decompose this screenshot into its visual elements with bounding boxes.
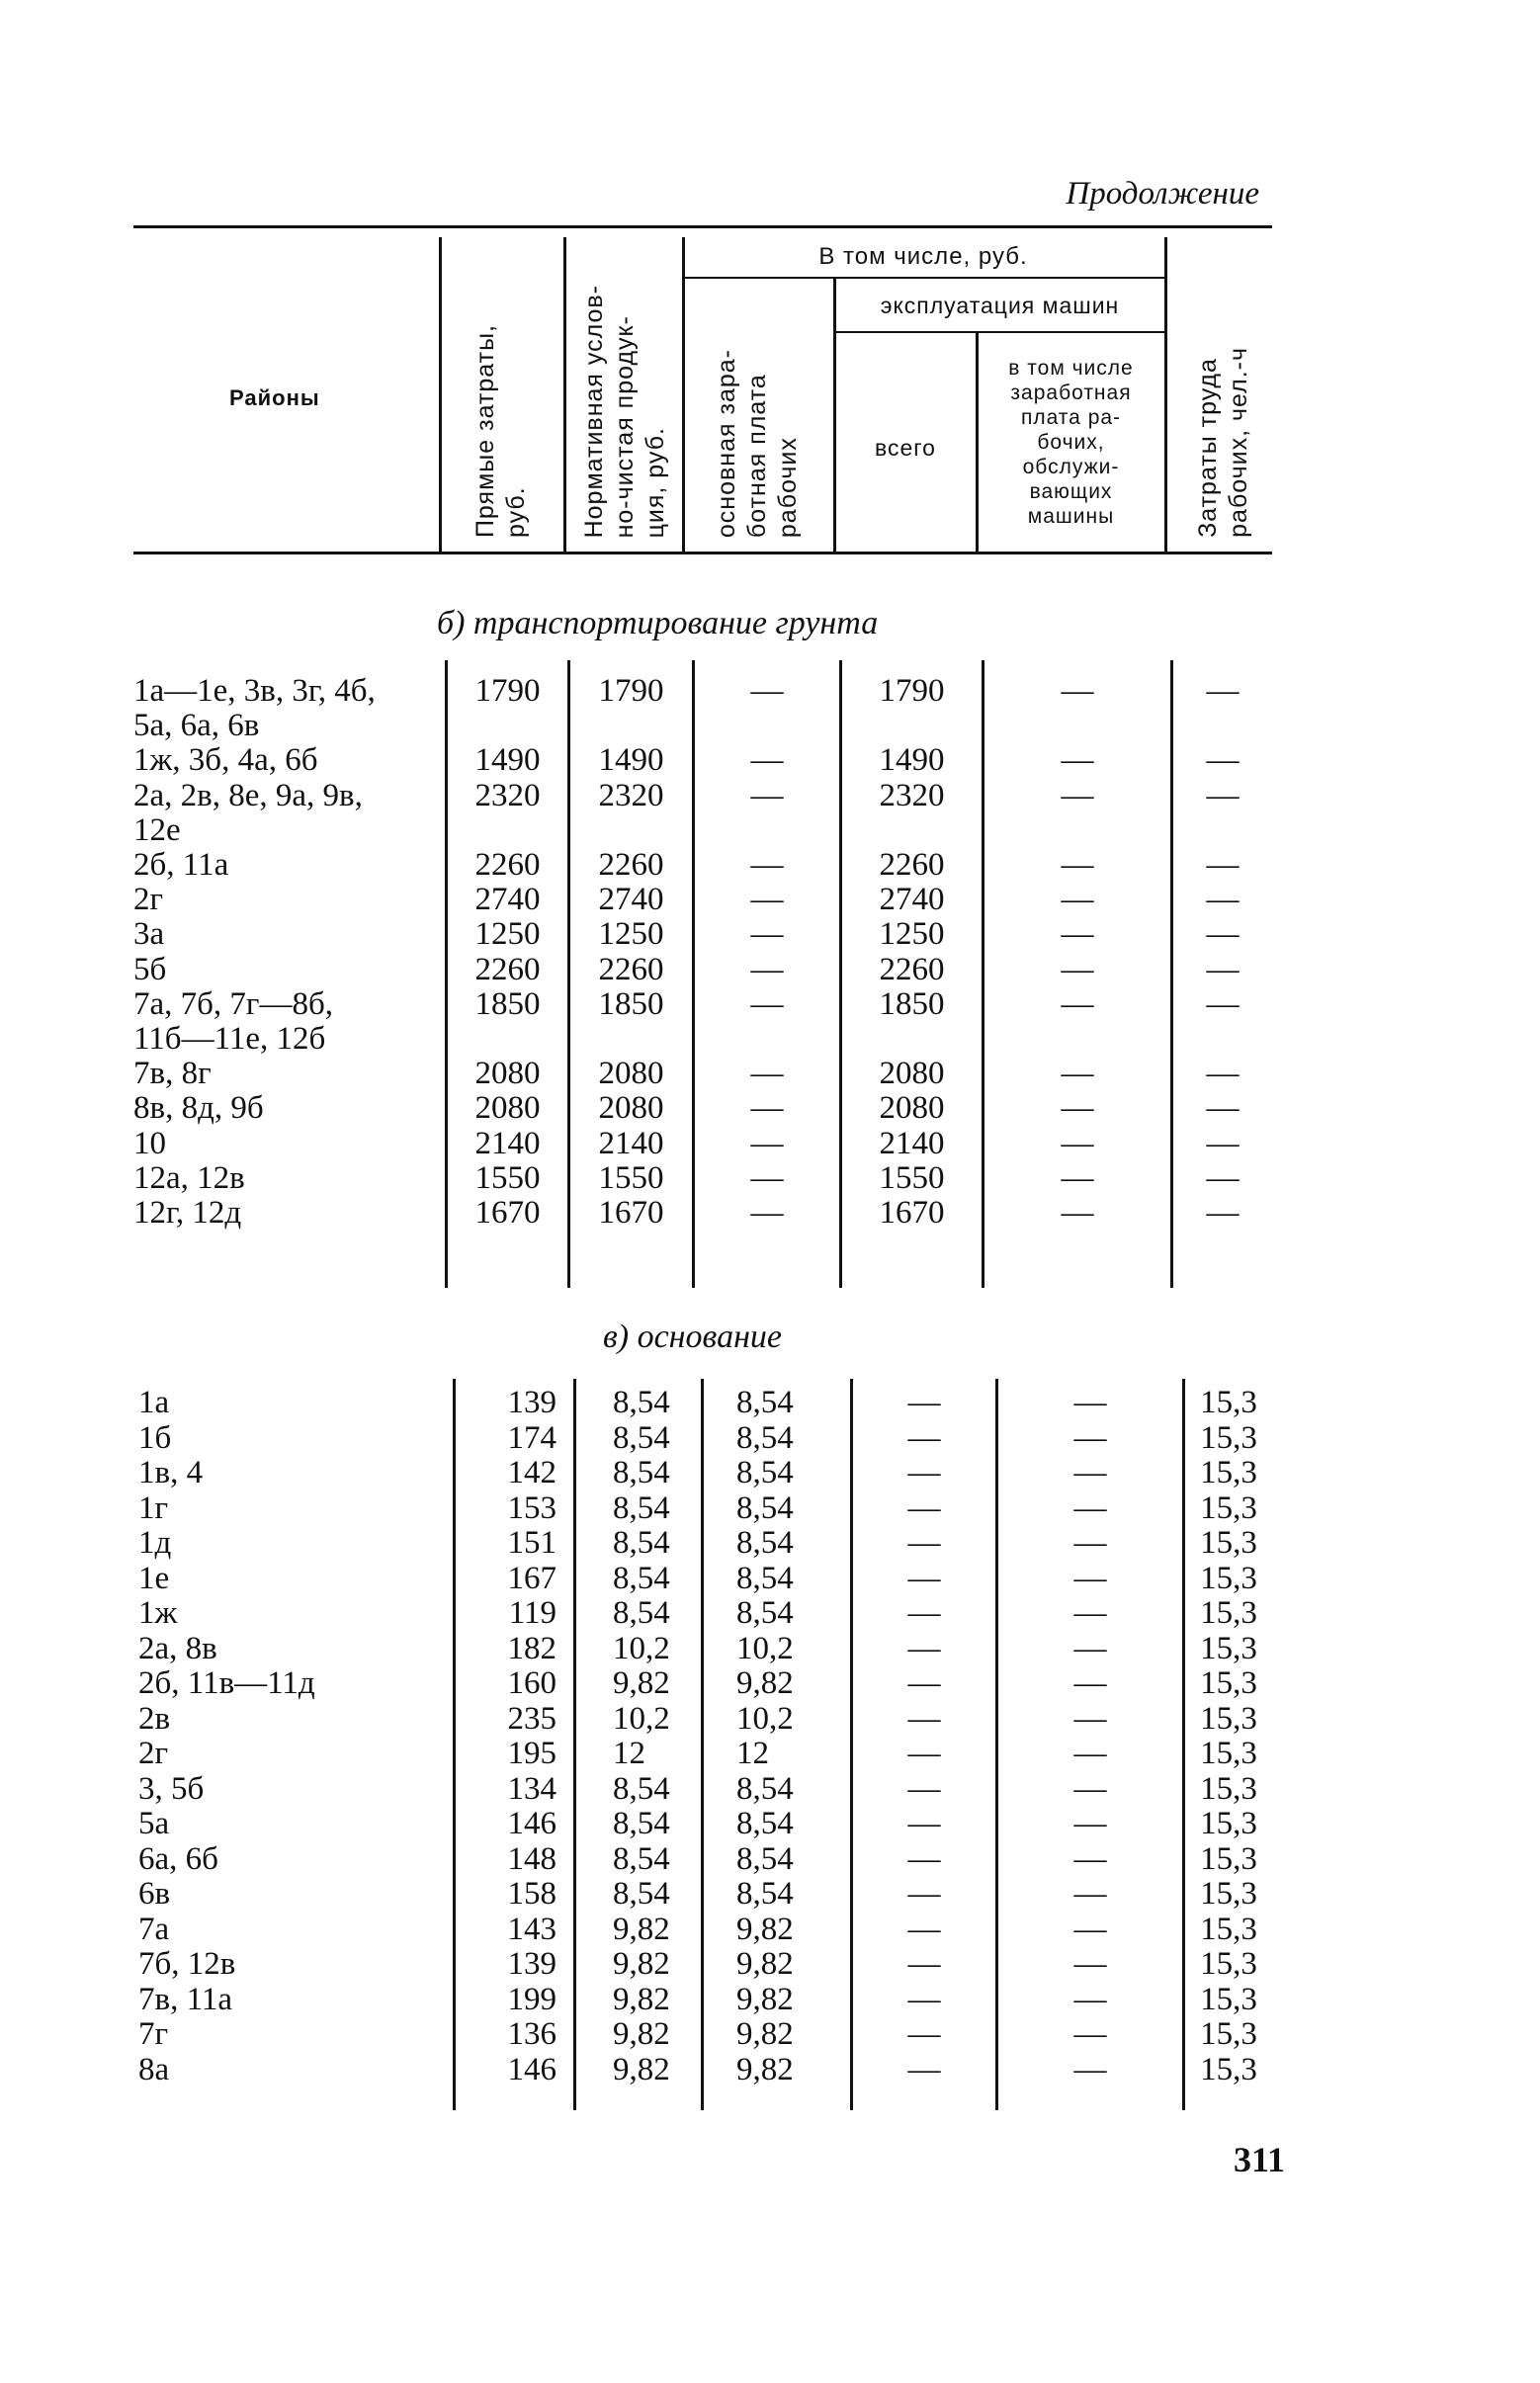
direct-costs-cell: 153 [507, 1489, 556, 1526]
labor-cell: — [1206, 951, 1240, 987]
machine-total-cell: — [907, 1840, 941, 1877]
normative-net-cell: 2080 [598, 1056, 664, 1092]
region-cell: 7в, 8г [133, 1056, 212, 1092]
base-wage-cell: — [750, 951, 784, 987]
labor-cell: 15,3 [1200, 1876, 1257, 1912]
machine-wage-cell: — [1073, 1560, 1107, 1596]
base-wage-cell: 8,54 [736, 1560, 794, 1596]
base-wage-cell: 8,54 [736, 1385, 794, 1420]
region-cell: 1в, 4 [138, 1455, 204, 1490]
including-rule [682, 277, 1164, 279]
base-wage-cell: — [750, 1159, 784, 1196]
region-cell: 12г, 12д [133, 1195, 242, 1231]
normative-net-cell: 1550 [598, 1159, 664, 1196]
machine-total-cell: 1250 [879, 916, 945, 953]
machine-total-cell: — [907, 1770, 941, 1807]
direct-costs-cell: 146 [507, 1806, 556, 1841]
region-cell: 2б, 11в—11д [138, 1665, 315, 1701]
base-wage-cell: — [750, 1125, 784, 1161]
region-cell: 8а [138, 2051, 170, 2087]
machine-wage-cell: — [1073, 1665, 1107, 1701]
normative-net-cell: 8,54 [613, 1419, 670, 1456]
machine-wage-cell: — [1061, 1125, 1094, 1161]
base-wage-cell: — [750, 1195, 784, 1231]
page-number: 311 [1233, 2140, 1285, 2179]
region-cell: 1а—1е, 3в, 3г, 4б, 5а, 6а, 6в [133, 673, 376, 743]
machine-total-cell: 1550 [879, 1159, 945, 1196]
machine-wage-cell: — [1073, 1419, 1107, 1456]
labor-cell: — [1206, 673, 1240, 709]
machine-wage-cell: — [1073, 1595, 1107, 1631]
region-cell: 10 [133, 1125, 166, 1161]
machine-wage-cell: — [1073, 1455, 1107, 1490]
machine-total-cell: 2260 [879, 951, 945, 987]
labor-cell: 15,3 [1200, 2016, 1257, 2052]
labor-cell: — [1206, 1056, 1240, 1092]
base-wage-cell: 8,54 [736, 1770, 794, 1807]
machine-total-cell: — [907, 1806, 941, 1841]
region-cell: 6в [138, 1876, 171, 1912]
regions-header: Районы [229, 385, 320, 410]
direct-costs-cell: 167 [507, 1560, 556, 1596]
labor-cell: 15,3 [1200, 2051, 1257, 2087]
labor-cell: 15,3 [1200, 1385, 1257, 1420]
region-cell: 7а, 7б, 7г—8б, 11б—11е, 12б [133, 985, 334, 1057]
region-cell: 3, 5б [138, 1770, 205, 1807]
direct-costs-cell: 143 [507, 1911, 556, 1947]
base-wage-cell: — [750, 673, 784, 709]
base-wage-cell: 9,82 [736, 2016, 794, 2052]
machine-total-cell: 2080 [879, 1090, 945, 1127]
machine-wage-cell: — [1061, 951, 1094, 987]
base-wage-cell: 9,82 [736, 2051, 794, 2087]
base-wage-cell: 8,54 [736, 1595, 794, 1631]
region-cell: 2г [133, 882, 164, 918]
base-wage-cell: — [750, 742, 784, 779]
normative-net-cell: 9,82 [613, 2051, 670, 2087]
labor-cell: 15,3 [1200, 1981, 1257, 2017]
region-cell: 12а, 12в [133, 1159, 245, 1196]
normative-net-cell: 12 [613, 1736, 645, 1771]
machine-total-cell: 2080 [879, 1056, 945, 1092]
base-wage-cell: 8,54 [736, 1419, 794, 1456]
header-col-rule [682, 237, 685, 552]
machine-op-header: эксплуатация машин [880, 293, 1120, 318]
normative-net-header: Нормативная услов- но-чистая продук- ция, руб. [580, 284, 669, 538]
section-c-col-rule [573, 1379, 576, 2110]
direct-costs-cell: 2080 [474, 1090, 541, 1127]
base-wage-cell: — [750, 882, 784, 918]
direct-costs-cell: 158 [507, 1876, 556, 1912]
machine-wage-cell: — [1073, 1946, 1107, 1982]
base-wage-cell: 8,54 [736, 1806, 794, 1841]
machine-wage-cell: — [1073, 1876, 1107, 1912]
normative-net-cell: 9,82 [613, 2016, 670, 2052]
machine-total-cell: — [907, 1911, 941, 1947]
normative-net-cell: 8,54 [613, 1806, 670, 1841]
region-cell: 2г [138, 1736, 169, 1771]
header-col-rule [439, 237, 442, 552]
normative-net-cell: 2320 [598, 777, 664, 813]
normative-net-cell: 2140 [598, 1125, 664, 1161]
section-b-title: б) транспортирование грунта [437, 605, 879, 641]
direct-costs-cell: 119 [508, 1595, 556, 1631]
machine-total-cell: 1490 [879, 742, 945, 779]
direct-costs-cell: 199 [507, 1981, 556, 2017]
labor-cell: 15,3 [1200, 1946, 1257, 1982]
direct-costs-cell: 139 [507, 1946, 556, 1982]
machine-wage-cell: — [1073, 2051, 1107, 2087]
base-wage-cell: 8,54 [736, 1876, 794, 1912]
base-wage-cell: — [750, 1090, 784, 1127]
machine-total-cell: — [907, 1455, 941, 1490]
normative-net-cell: 8,54 [613, 1595, 670, 1631]
labor-cell: 15,3 [1200, 1665, 1257, 1701]
normative-net-cell: 9,82 [613, 1946, 670, 1982]
normative-net-cell: 8,54 [613, 1560, 670, 1596]
labor-cell: 15,3 [1200, 1770, 1257, 1807]
labor-cell: — [1206, 1159, 1240, 1196]
region-cell: 2б, 11а [133, 847, 229, 883]
base-wage-cell: 10,2 [736, 1630, 794, 1666]
machine-total-cell: 1670 [879, 1195, 945, 1231]
machine-total-cell: — [907, 1560, 941, 1596]
continuation-label: Продолжение [1066, 176, 1259, 212]
machine-total-cell: — [907, 1946, 941, 1982]
machine-total-cell: 2320 [879, 777, 945, 813]
direct-costs-cell: 1250 [474, 916, 541, 953]
region-cell: 8в, 8д, 9б [133, 1090, 264, 1127]
machine-wage-cell: — [1061, 916, 1094, 953]
direct-costs-cell: 136 [507, 2016, 556, 2052]
base-wage-cell: — [750, 1056, 784, 1092]
labor-cell: 15,3 [1200, 1911, 1257, 1947]
direct-costs-cell: 151 [507, 1525, 556, 1561]
base-wage-cell: 12 [736, 1736, 769, 1771]
direct-costs-cell: 195 [507, 1736, 556, 1771]
labor-cell: — [1206, 882, 1240, 918]
machine-total-cell: — [907, 2051, 941, 2087]
normative-net-cell: 8,54 [613, 1385, 670, 1420]
machine-wage-cell: — [1061, 777, 1094, 813]
direct-costs-cell: 160 [507, 1665, 556, 1701]
machine-total-cell: — [907, 1385, 941, 1420]
base-wage-cell: — [750, 777, 784, 813]
labor-cell: — [1206, 916, 1240, 953]
labor-cell: 15,3 [1200, 1489, 1257, 1526]
normative-net-cell: 2260 [598, 847, 664, 883]
direct-costs-cell: 235 [507, 1700, 556, 1737]
normative-net-cell: 1490 [598, 742, 664, 779]
machine-wage-cell: — [1073, 2016, 1107, 2052]
including-header: В том числе, руб. [818, 243, 1028, 270]
header-col-rule [1164, 237, 1167, 552]
labor-cell: 15,3 [1200, 1525, 1257, 1561]
normative-net-cell: 8,54 [613, 1455, 670, 1490]
normative-net-cell: 9,82 [613, 1665, 670, 1701]
machine-wage-cell: — [1073, 1806, 1107, 1841]
direct-costs-cell: 2260 [474, 847, 541, 883]
machine-wage-cell: — [1061, 882, 1094, 918]
labor-cell: — [1206, 985, 1240, 1022]
machine-wage-cell: — [1073, 1981, 1107, 2017]
labor-cell: 15,3 [1200, 1455, 1257, 1490]
region-cell: 1г [138, 1489, 169, 1526]
labor-cell: 15,3 [1200, 1630, 1257, 1666]
normative-net-cell: 8,54 [613, 1770, 670, 1807]
machine-wage-cell: — [1061, 1056, 1094, 1092]
direct-costs-cell: 1490 [474, 742, 541, 779]
base-wage-cell: — [750, 985, 784, 1022]
region-cell: 1ж [138, 1595, 178, 1631]
region-cell: 7в, 11а [138, 1981, 233, 2017]
direct-costs-cell: 2260 [474, 951, 541, 987]
base-wage-cell: 9,82 [736, 1981, 794, 2017]
labor-cell: — [1206, 742, 1240, 779]
direct-costs-cell: 2740 [474, 882, 541, 918]
region-cell: 5б [133, 951, 167, 987]
machine-wage-cell: — [1073, 1700, 1107, 1737]
machine-wage-cell: — [1061, 985, 1094, 1022]
region-cell: 5а [138, 1806, 170, 1841]
labor-cell: 15,3 [1200, 1806, 1257, 1841]
machine-wage-cell: — [1073, 1911, 1107, 1947]
base-wage-cell: 9,82 [736, 1911, 794, 1947]
labor-cell: — [1206, 847, 1240, 883]
machine-total-cell: — [907, 1665, 941, 1701]
labor-cell: — [1206, 1090, 1240, 1127]
normative-net-cell: 10,2 [613, 1700, 670, 1737]
labor-cell: 15,3 [1200, 1560, 1257, 1596]
header-top-rule [133, 225, 1272, 228]
normative-net-cell: 9,82 [613, 1981, 670, 2017]
base-wage-cell: 10,2 [736, 1700, 794, 1737]
machine-wage-cell: — [1073, 1770, 1107, 1807]
machine-wage-cell: — [1073, 1840, 1107, 1877]
region-cell: 2а, 2в, 8е, 9а, 9в, 12е [133, 777, 363, 848]
normative-net-cell: 2080 [598, 1090, 664, 1127]
labor-cell: — [1206, 1195, 1240, 1231]
direct-costs-cell: 142 [507, 1455, 556, 1490]
machine-wage-cell: — [1061, 673, 1094, 709]
machine-total-cell: — [907, 1736, 941, 1771]
machine-wage-cell: — [1073, 1385, 1107, 1420]
region-cell: 7г [138, 2016, 169, 2052]
header-col-rule [833, 279, 836, 552]
header-col-rule [563, 237, 566, 552]
incl-wage-header: в том числе заработная плата ра- бочих, обслужи- вающих машины [1008, 357, 1134, 528]
direct-costs-cell: 174 [507, 1419, 556, 1456]
region-cell: 2в [138, 1700, 171, 1737]
normative-net-cell: 9,82 [613, 1911, 670, 1947]
base-wage-cell: 9,82 [736, 1946, 794, 1982]
machine-total-cell: — [907, 1489, 941, 1526]
machine-wage-cell: — [1073, 1736, 1107, 1771]
direct-costs-cell: 2140 [474, 1125, 541, 1161]
labor-cell: — [1206, 1125, 1240, 1161]
base-wage-cell: 8,54 [736, 1840, 794, 1877]
machine-total-cell: — [907, 1981, 941, 2017]
direct-costs-cell: 148 [507, 1840, 556, 1877]
machine-wage-cell: — [1061, 1195, 1094, 1231]
machine-total-cell: 2740 [879, 882, 945, 918]
machine-wage-cell: — [1061, 1159, 1094, 1196]
normative-net-cell: 10,2 [613, 1630, 670, 1666]
machine-rule [833, 331, 1164, 333]
machine-wage-cell: — [1061, 847, 1094, 883]
labor-cell: — [1206, 777, 1240, 813]
machine-wage-cell: — [1061, 1090, 1094, 1127]
labor-cell: 15,3 [1200, 1840, 1257, 1877]
machine-wage-cell: — [1073, 1489, 1107, 1526]
direct-costs-cell: 2320 [474, 777, 541, 813]
machine-total-cell: 1850 [879, 985, 945, 1022]
region-cell: 7б, 12в [138, 1946, 236, 1982]
region-cell: 7а [138, 1911, 170, 1947]
machine-total-cell: — [907, 2016, 941, 2052]
machine-total-cell: — [907, 1630, 941, 1666]
normative-net-cell: 1250 [598, 916, 664, 953]
region-cell: 2а, 8в [138, 1630, 217, 1666]
direct-costs-cell: 134 [507, 1770, 556, 1807]
normative-net-cell: 8,54 [613, 1876, 670, 1912]
labor-cell: 15,3 [1200, 1419, 1257, 1456]
direct-costs-cell: 146 [507, 2051, 556, 2087]
machine-total-cell: — [907, 1595, 941, 1631]
base-wage-cell: 8,54 [736, 1525, 794, 1561]
base-wage-cell: 8,54 [736, 1489, 794, 1526]
direct-costs-cell: 1670 [474, 1195, 541, 1231]
direct-costs-cell: 1790 [474, 673, 541, 709]
base-wage-header: основная зара- ботная плата рабочих [713, 348, 802, 538]
region-cell: 6а, 6б [138, 1840, 218, 1877]
direct-costs-cell: 139 [507, 1385, 556, 1420]
region-cell: 1д [138, 1525, 172, 1561]
base-wage-cell: — [750, 916, 784, 953]
region-cell: 1ж, 3б, 4а, 6б [133, 742, 318, 779]
labor-header: Затраты труда рабочих, чел.-ч [1194, 347, 1252, 538]
machine-total-cell: — [907, 1876, 941, 1912]
machine-total-cell: — [907, 1700, 941, 1737]
normative-net-cell: 8,54 [613, 1525, 670, 1561]
normative-net-cell: 1850 [598, 985, 664, 1022]
direct-costs-cell: 182 [507, 1630, 556, 1666]
machine-total-cell: 1790 [879, 673, 945, 709]
direct-costs-cell: 2080 [474, 1056, 541, 1092]
machine-total-cell: 2140 [879, 1125, 945, 1161]
normative-net-cell: 2740 [598, 882, 664, 918]
region-cell: 3а [133, 916, 165, 953]
machine-wage-cell: — [1073, 1525, 1107, 1561]
direct-costs-header: Прямые затраты, руб. [471, 323, 530, 538]
machine-total-cell: — [907, 1525, 941, 1561]
base-wage-cell: 8,54 [736, 1455, 794, 1490]
labor-cell: 15,3 [1200, 1700, 1257, 1737]
direct-costs-cell: 1850 [474, 985, 541, 1022]
machine-wage-cell: — [1061, 742, 1094, 779]
labor-cell: 15,3 [1200, 1595, 1257, 1631]
normative-net-cell: 8,54 [613, 1840, 670, 1877]
section-c-title: в) основание [603, 1319, 783, 1355]
region-cell: 1е [138, 1560, 170, 1596]
machine-total-cell: — [907, 1419, 941, 1456]
region-cell: 1а [138, 1385, 170, 1420]
base-wage-cell: — [750, 847, 784, 883]
normative-net-cell: 1670 [598, 1195, 664, 1231]
header-bottom-rule [133, 552, 1272, 554]
total-header: всего [875, 435, 936, 461]
machine-wage-cell: — [1073, 1630, 1107, 1666]
labor-cell: 15,3 [1200, 1736, 1257, 1771]
region-cell: 1б [138, 1419, 172, 1456]
machine-total-cell: 2260 [879, 847, 945, 883]
direct-costs-cell: 1550 [474, 1159, 541, 1196]
base-wage-cell: 9,82 [736, 1665, 794, 1701]
normative-net-cell: 8,54 [613, 1489, 670, 1526]
normative-net-cell: 2260 [598, 951, 664, 987]
normative-net-cell: 1790 [598, 673, 664, 709]
